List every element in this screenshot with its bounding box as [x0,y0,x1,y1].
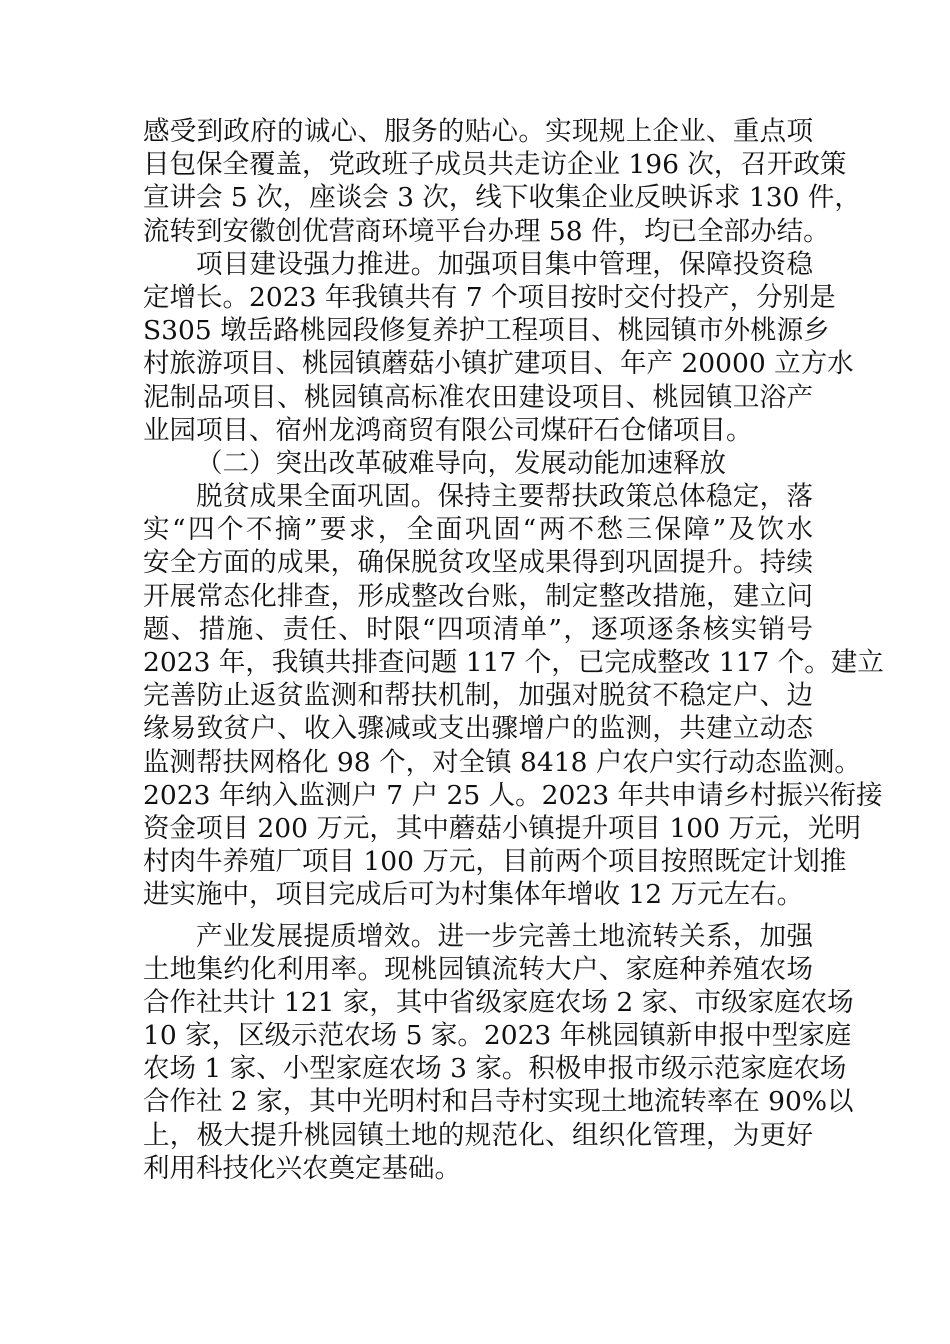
body-line: 题、措施、责任、时限“四项清单”，逐项逐条核实销号 [143,613,813,645]
section-heading: （二）突出改革破难导向，发展动能加速释放 [196,447,726,479]
body-line: 完善防止返贫监测和帮扶机制，加强对脱贫不稳定户、边 [143,680,813,712]
body-line: 合作社 2 家，其中光明村和吕寺村实现土地流转率在 90%以 [143,1086,854,1118]
body-line: 合作社共计 121 家，其中省级家庭农场 2 家、市级家庭农场 [143,986,854,1018]
body-line: 利用科技化兴农奠定基础。 [143,1152,461,1184]
body-line: 缘易致贫户、收入骤减或支出骤增户的监测，共建立动态 [143,713,813,745]
body-line: 10 家，区级示范农场 5 家。2023 年桃园镇新申报中型家庭 [143,1020,852,1052]
body-line: 目包保全覆盖，党政班子成员共走访企业 196 次，召开政策 [143,149,847,181]
body-line: 产业发展提质增效。进一步完善土地流转关系，加强 [196,920,813,952]
body-line: 土地集约化利用率。现桃园镇流转大户、家庭种养殖农场 [143,953,813,985]
body-line: 2023 年纳入监测户 7 户 25 人。2023 年共申请乡村振兴衔接 [143,779,883,811]
body-line: 资金项目 200 万元，其中蘑菇小镇提升项目 100 万元，光明 [143,812,861,844]
body-line: 2023 年，我镇共排查问题 117 个，已完成整改 117 个。建立 [143,647,884,678]
body-line: 流转到安徽创优营商环境平台办理 58 件，均已全部办结。 [143,215,830,247]
body-line: 村肉牛养殖厂项目 100 万元，目前两个项目按照既定计划推 [143,846,847,878]
body-line: 感受到政府的诚心、服务的贴心。实现规上企业、重点项 [143,116,813,147]
paragraph-gap [143,912,813,920]
body-line: S305 墩岳路桃园段修复养护工程项目、桃园镇市外桃源乡 [143,315,830,347]
body-line: 农场 1 家、小型家庭农场 3 家。积极申报市级示范家庭农场 [143,1053,847,1085]
document-body [143,115,884,1185]
body-line: 进实施中，项目完成后可为村集体年增收 12 万元左右。 [143,879,804,911]
body-line: 项目建设强力推进。加强项目集中管理，保障投资稳 [196,248,813,280]
body-line: 上，极大提升桃园镇土地的规范化、组织化管理，为更好 [143,1119,813,1151]
body-line: 开展常态化排查，形成整改台账，制定整改措施，建立问 [143,580,813,612]
body-line: 村旅游项目、桃园镇蘑菇小镇扩建项目、年产 20000 立方水 [143,348,854,380]
body-line: 宣讲会 5 次，座谈会 3 次，线下收集企业反映诉求 130 件， [143,182,861,214]
body-line: 泥制品项目、桃园镇高标准农田建设项目、桃园镇卫浴产 [143,381,813,413]
body-line: 业园项目、宿州龙鸿商贸有限公司煤矸石仓储项目。 [143,414,753,446]
body-line: 脱贫成果全面巩固。保持主要帮扶政策总体稳定，落 [196,481,813,513]
body-line: 定增长。2023 年我镇共有 7 个项目按时交付投产，分别是 [143,281,836,313]
body-line: 安全方面的成果，确保脱贫攻坚成果得到巩固提升。持续 [143,547,813,579]
body-line: 监测帮扶网格化 98 个，对全镇 8418 户农户实行动态监测。 [143,746,861,778]
body-line: 实“四个不摘”要求，全面巩固“两不愁三保障”及饮水 [143,514,813,546]
